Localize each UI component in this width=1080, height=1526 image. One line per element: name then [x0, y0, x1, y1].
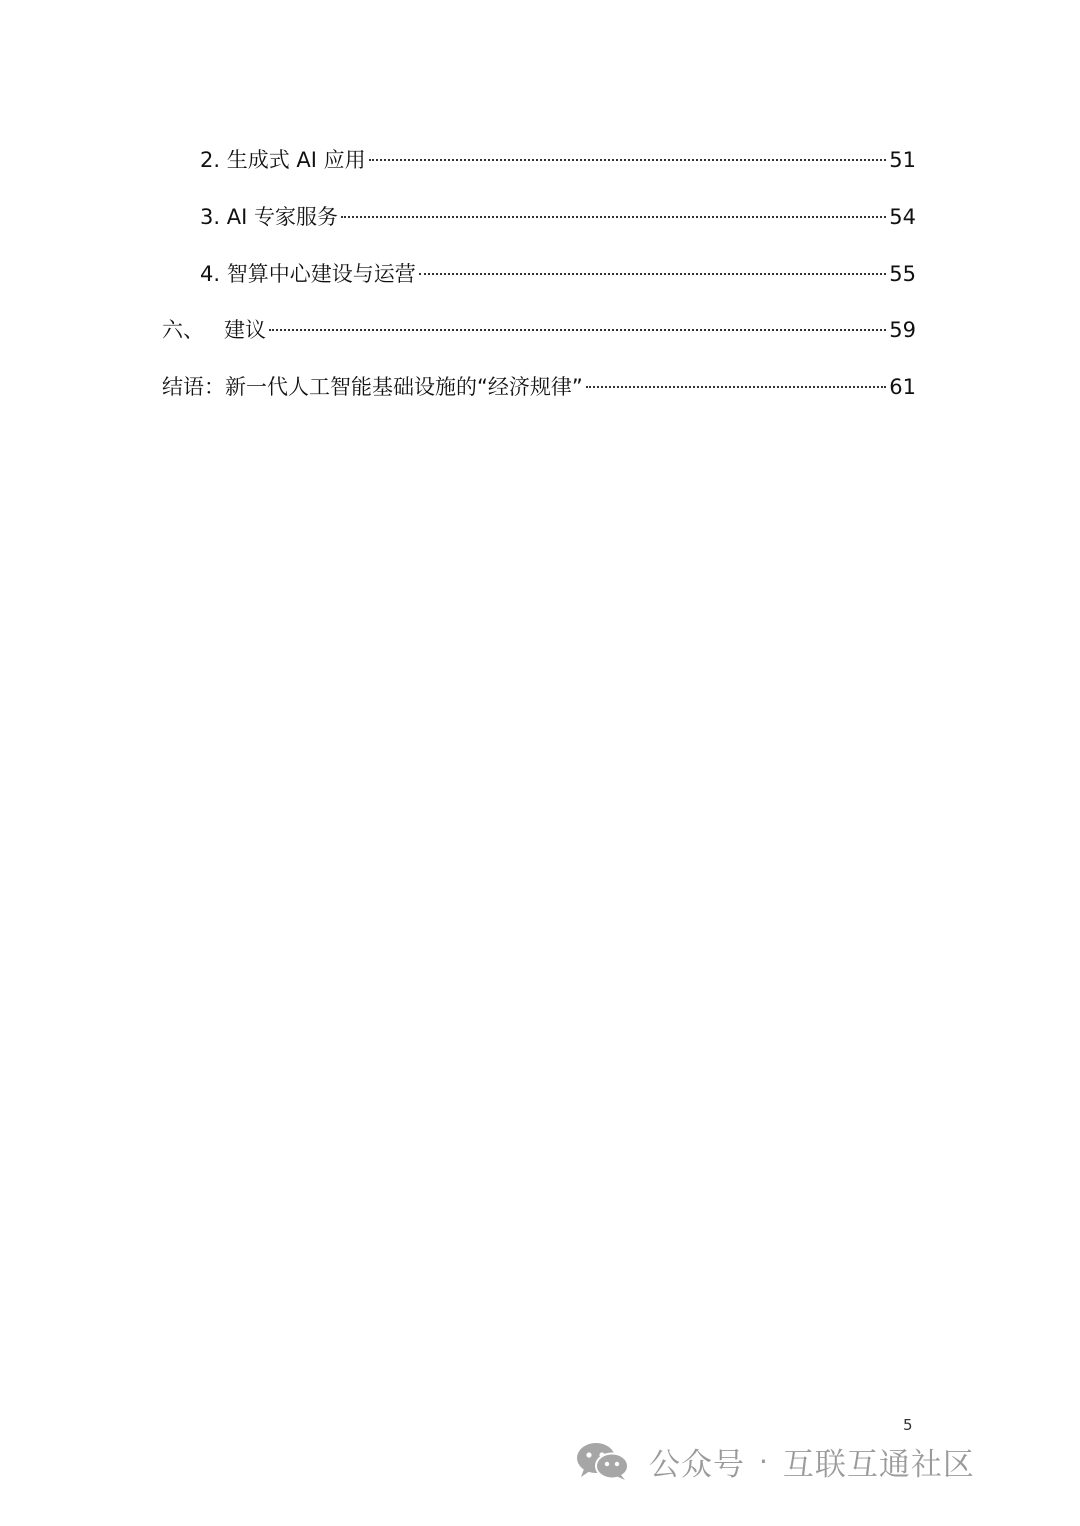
wechat-icon — [575, 1441, 631, 1481]
toc-entry-number: 六、 — [162, 318, 204, 342]
toc-entry-title: 生成式 AI 应用 — [226, 148, 366, 172]
toc-entry-page: 51 — [889, 148, 916, 172]
toc-entry[interactable] — [200, 254, 916, 294]
toc-entry[interactable] — [200, 197, 916, 237]
toc-dot-leader — [586, 386, 887, 388]
toc-entry-number: 3. — [200, 205, 221, 229]
toc-dot-leader — [269, 329, 886, 331]
toc-dot-leader — [341, 216, 886, 218]
watermark-account-name: 互联互通社区 — [782, 1446, 975, 1483]
toc-entry-page: 61 — [889, 375, 916, 399]
toc-entry-title: 智算中心建设与运营 — [226, 262, 416, 286]
toc-dot-leader — [419, 273, 887, 275]
toc-entry-title: 结语：新一代人工智能基础设施的“经济规律” — [162, 375, 583, 399]
watermark — [575, 1436, 975, 1486]
toc-entry-title: AI 专家服务 — [226, 205, 338, 229]
toc-entry-page: 55 — [889, 262, 916, 286]
toc-dot-leader — [369, 159, 887, 161]
toc-entry-number: 4. — [200, 262, 221, 286]
toc-entry[interactable] — [162, 310, 916, 350]
toc-entry-page: 59 — [889, 318, 916, 342]
toc-entry[interactable] — [162, 367, 916, 407]
watermark-source-label: 公众号 — [649, 1446, 745, 1483]
toc-entry-page: 54 — [889, 205, 916, 229]
toc-entry-title: 建议 — [224, 318, 267, 342]
toc-entry-number: 2. — [200, 148, 221, 172]
toc-entry[interactable] — [200, 140, 916, 180]
page-number: 5 — [903, 1416, 913, 1434]
watermark-separator: · — [759, 1444, 769, 1478]
